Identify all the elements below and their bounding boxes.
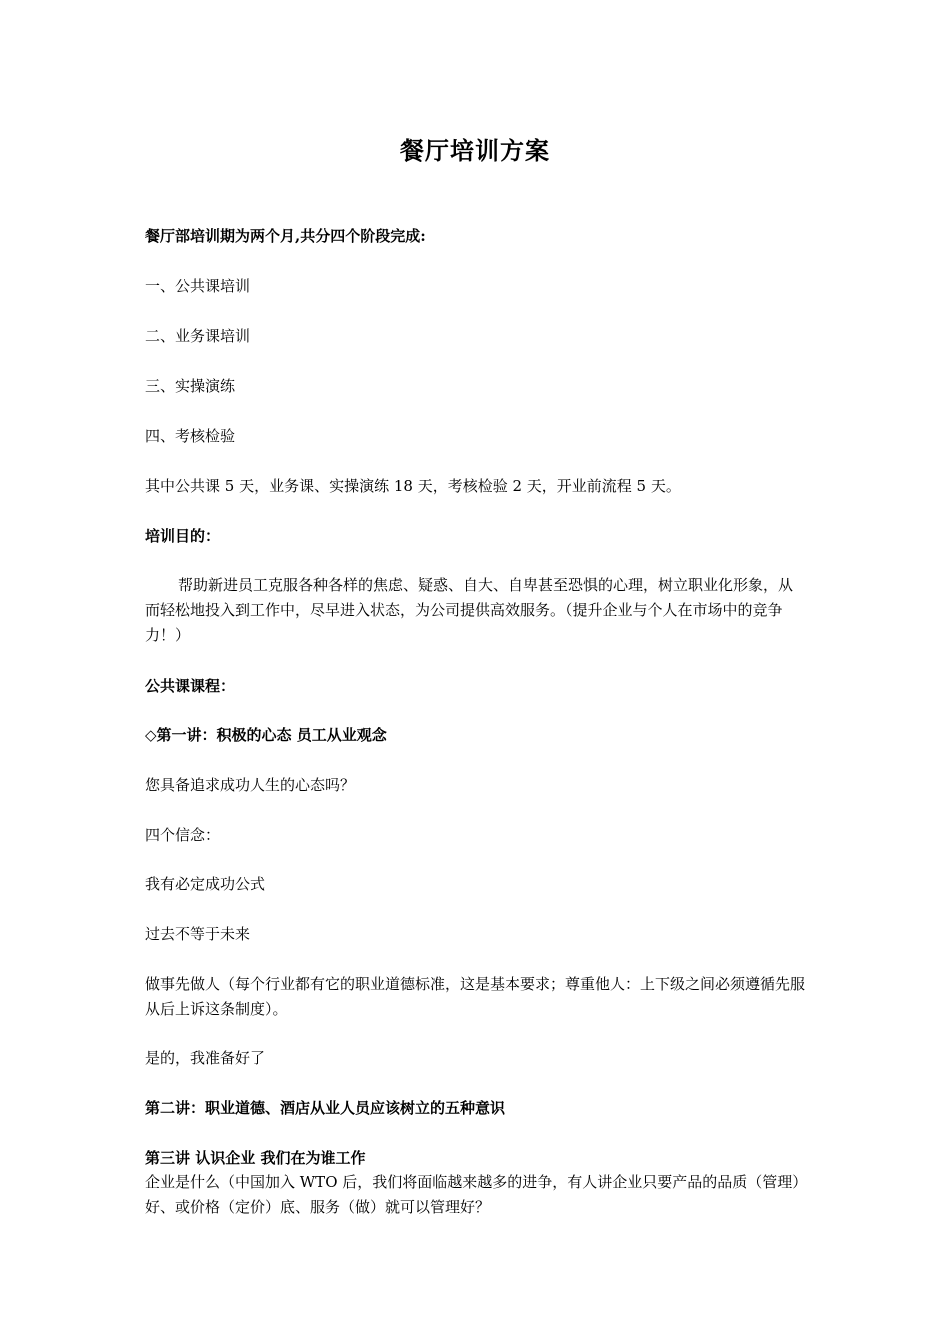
lecture1-heading: ◇第一讲：积极的心态 员工从业观念 [145, 726, 387, 744]
stage-item-2: 二、业务课培训 [145, 327, 251, 345]
purpose-heading: 培训目的： [145, 527, 221, 545]
purpose-paragraph: 帮助新进员工克服各种各样的焦虑、疑惑、自大、自卑甚至恐惧的心理，树立职业化形象，从而轻松地投入到工作中，尽早进入状态，为公司提供高效服务。（提升企业与个人在市场中的竞争力！） [145, 576, 794, 644]
belief-item-2: 过去不等于未来 [145, 925, 251, 943]
lecture1-question: 您具备追求成功人生的心态吗？ [145, 776, 356, 794]
stage-item-1: 一、公共课培训 [145, 277, 251, 295]
belief-item-4: 是的，我准备好了 [145, 1049, 266, 1067]
intro-heading: 餐厅部培训期为两个月,共分四个阶段完成: [145, 227, 426, 245]
stage-item-4: 四、考核检验 [145, 427, 236, 445]
beliefs-label: 四个信念： [145, 826, 221, 844]
document-title: 餐厅培训方案 [400, 136, 550, 165]
schedule-text: 其中公共课 5 天，业务课、实操演练 18 天，考核检验 2 天，开业前流程 5 天。 [145, 477, 681, 495]
lecture3-heading: 第三讲 认识企业 我们在为谁工作 [145, 1149, 366, 1167]
lecture3-paragraph: 企业是什么（中国加入 WTO 后，我们将面临越来越多的进争，有人讲企业只要产品的品质（管理）好、或价格（定价）底、服务（做）就可以管理好？ [145, 1173, 800, 1216]
stage-item-3: 三、实操演练 [145, 377, 236, 395]
course-heading: 公共课课程： [145, 677, 236, 695]
belief-item-3: 做事先做人（每个行业都有它的职业道德标准，这是基本要求；尊重他人：上下级之间必须遵循先服从后上诉这条制度）。 [145, 975, 806, 1018]
lecture2-heading: 第二讲：职业道德、酒店从业人员应该树立的五种意识 [145, 1099, 506, 1117]
belief-item-1: 我有必定成功公式 [145, 875, 266, 893]
